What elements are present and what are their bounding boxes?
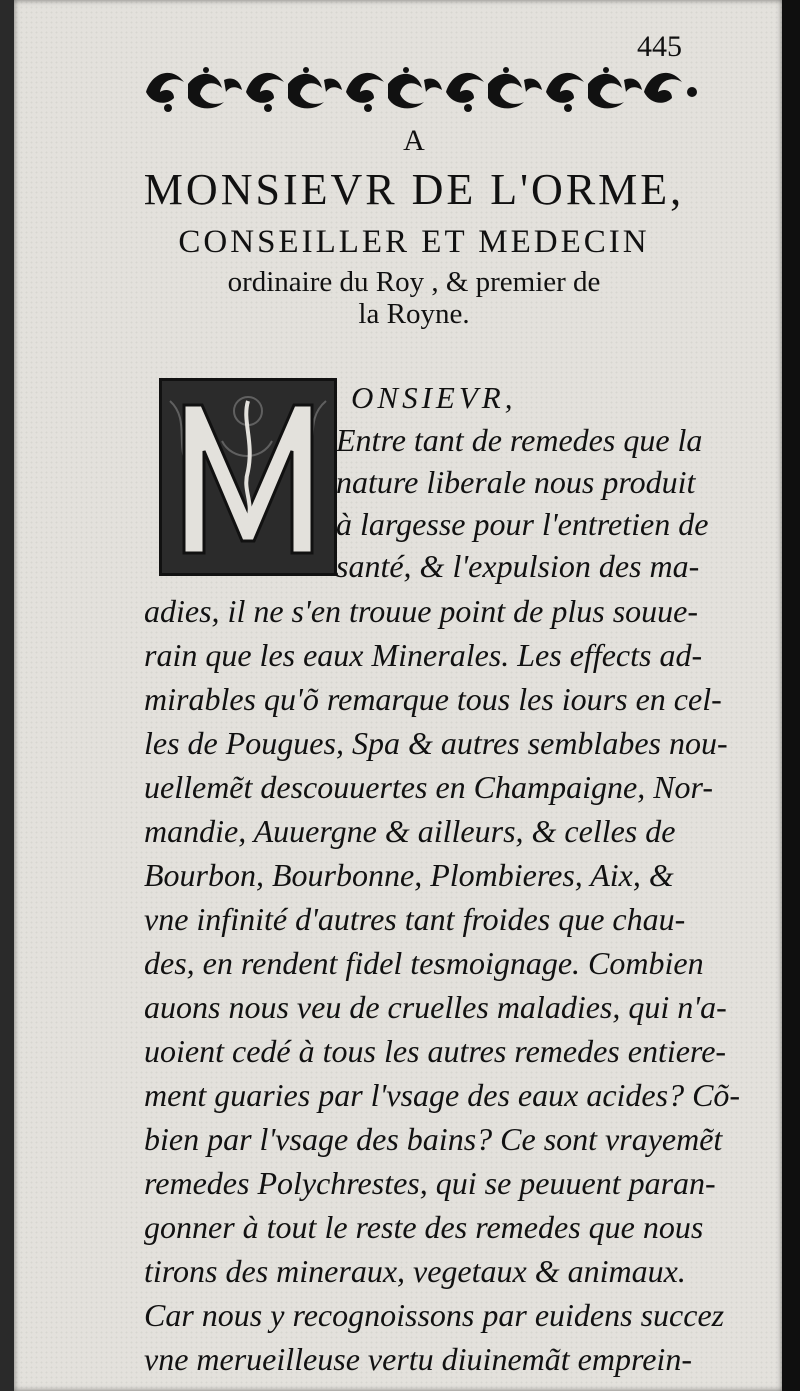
body-line: rain que les eaux Minerales. Les effects ad-	[144, 637, 703, 673]
body-line: Entre tant de remedes que la	[336, 422, 703, 458]
body-line: auons nous veu de cruelles maladies, qui n'a-	[144, 989, 727, 1025]
body-line: ment guaries par l'vsage des eaux acides? Cõ-	[144, 1077, 741, 1113]
body-line: gonner à tout le reste des remedes que nous	[144, 1209, 704, 1245]
body-line: vne merueilleuse vertu diuinemãt emprein-	[144, 1341, 692, 1377]
body-line: remedes Polychrestes, qui se peuuent paran-	[144, 1165, 716, 1201]
book-page	[14, 0, 782, 1391]
body-line: bien par l'vsage des bains? Ce sont vrayemẽt	[144, 1121, 723, 1157]
heading-subtitle-line1: ordinaire du Roy , & premier de	[227, 266, 601, 298]
body-line: des, en rendent fidel tesmoignage. Combien	[144, 945, 704, 981]
book-edge	[782, 0, 800, 1391]
body-line: nature liberale nous produit	[336, 464, 696, 500]
page-number: 445	[637, 30, 682, 63]
body-line: santé, & l'expulsion des ma-	[336, 548, 700, 584]
body-line: uellemẽt descouuertes en Champaigne, Nor-	[144, 769, 714, 805]
body-line: vne infinité d'autres tant froides que chau-	[144, 901, 686, 937]
body-line: Bourbon, Bourbonne, Plombieres, Aix, &	[144, 857, 674, 893]
book-gutter	[0, 0, 14, 1391]
body-line: tirons des mineraux, vegetaux & animaux.	[144, 1253, 686, 1289]
body-line: les de Pougues, Spa & autres semblabes nou-	[144, 725, 728, 761]
salutation: ONSIEVR,	[351, 380, 517, 415]
body-line: mandie, Auuergne & ailleurs, & celles de	[144, 813, 676, 849]
heading-title: CONSEILLER ET MEDECIN	[178, 224, 650, 260]
decorated-initial-m-icon	[159, 378, 337, 576]
heading-addressee: MONSIEVR DE L'ORME,	[143, 165, 685, 214]
heading-subtitle-line2: la Royne.	[358, 298, 470, 330]
body-line: Car nous y recognoissons par euidens succez	[144, 1297, 725, 1333]
body-line: uoient cedé à tous les autres remedes entiere-	[144, 1033, 727, 1069]
body-line: à largesse pour l'entretien de	[336, 506, 709, 542]
heading-preposition: A	[403, 124, 425, 157]
body-line: mirables qu'õ remarque tous les iours en cel-	[144, 681, 722, 717]
decorative-headpiece-icon	[144, 62, 700, 116]
body-line: adies, il ne s'en trouue point de plus souue-	[144, 593, 699, 629]
